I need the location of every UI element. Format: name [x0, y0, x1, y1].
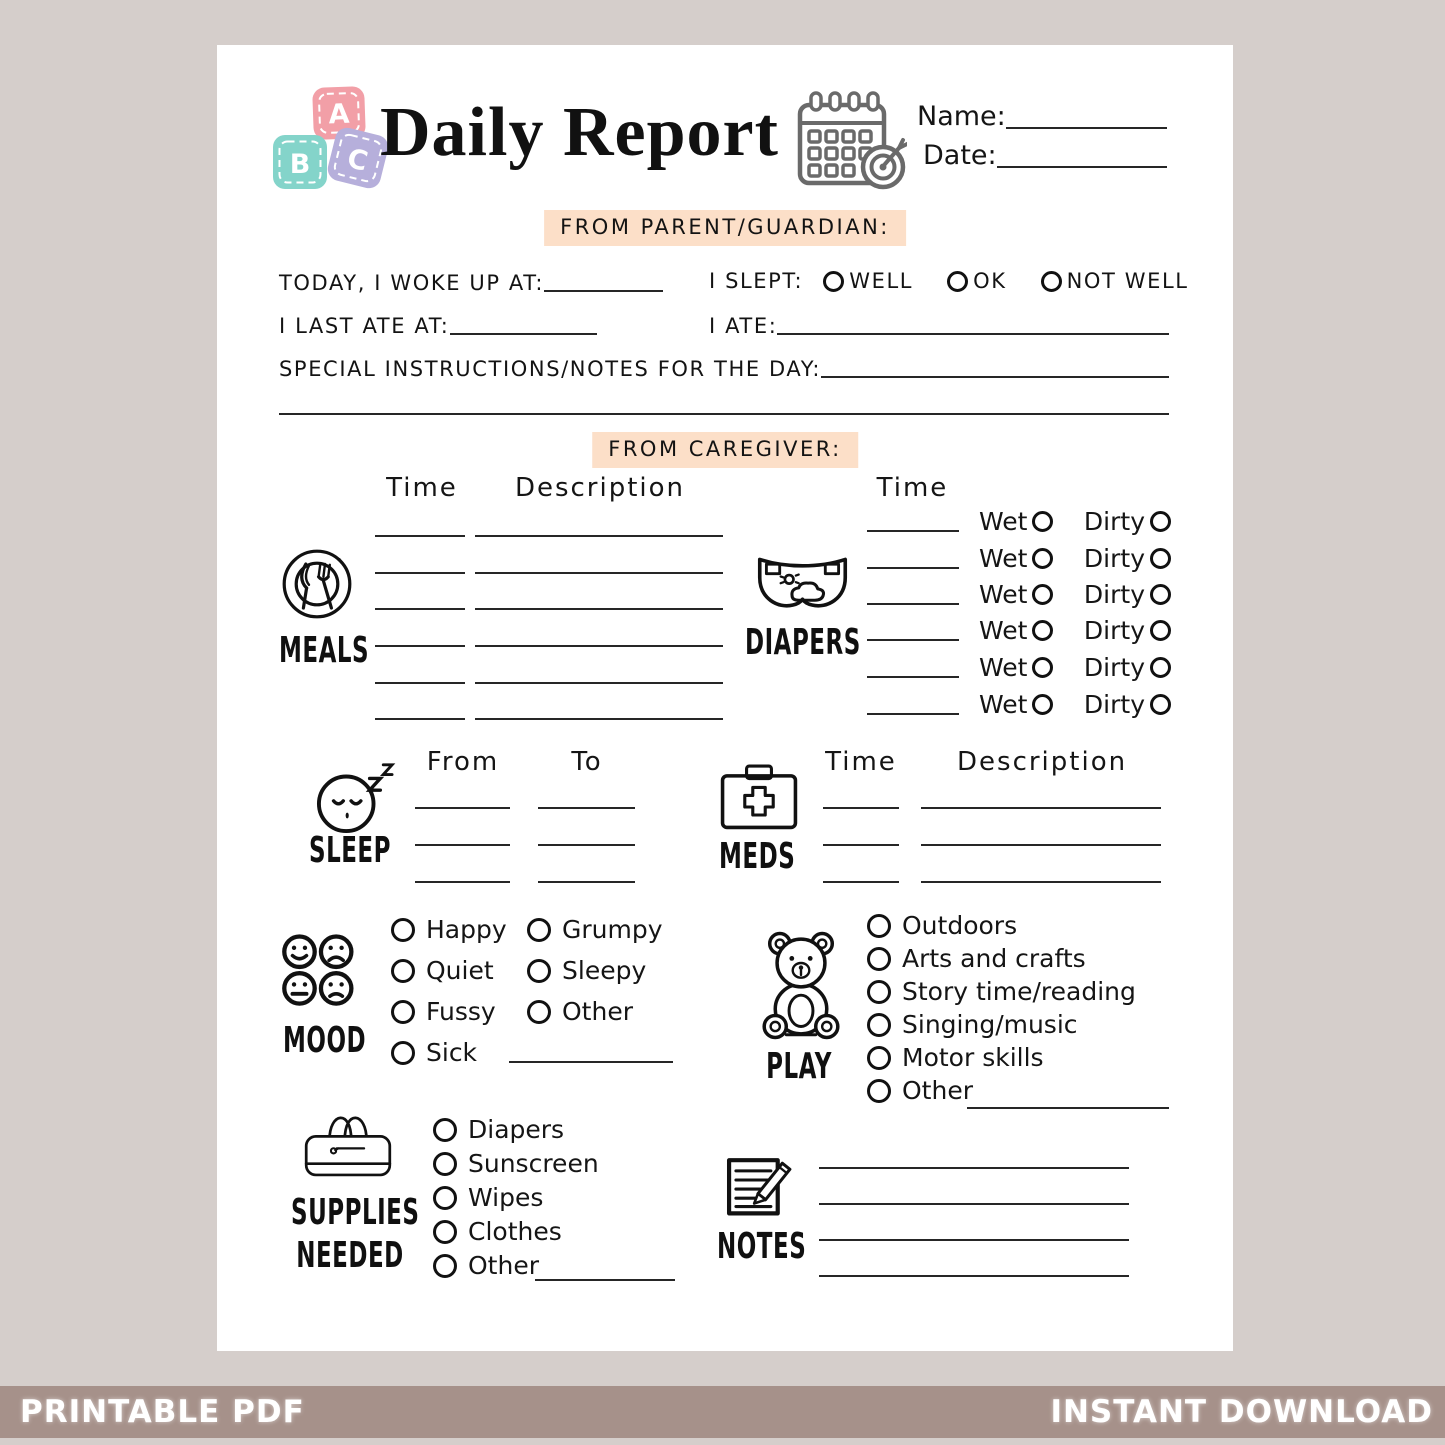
mood-happy-radio[interactable] [391, 918, 415, 942]
supplies-diapers-radio[interactable] [433, 1118, 457, 1142]
mood-quiet-radio[interactable] [391, 959, 415, 983]
mood-other-radio[interactable] [527, 1000, 551, 1024]
meds-description-header: Description [957, 747, 1128, 777]
notes-icon [723, 1143, 799, 1223]
mood-option-fussy: Fussy [391, 997, 507, 1026]
i-ate-row [709, 314, 1169, 338]
notes-line[interactable] [819, 1167, 1129, 1169]
name-label: Name: [917, 101, 1006, 132]
play-option-motor-skills: Motor skills [867, 1043, 1136, 1072]
diapers-time-line[interactable] [867, 567, 959, 569]
meals-time-line[interactable] [375, 608, 465, 610]
supplies-sunscreen-radio[interactable] [433, 1152, 457, 1176]
mood-sick-radio[interactable] [391, 1041, 415, 1065]
diaper-row-status [979, 544, 1171, 572]
supplies-label-line2: NEEDED [296, 1236, 404, 1277]
meals-time-line[interactable] [375, 682, 465, 684]
supplies-option-diapers: Diapers [433, 1115, 599, 1144]
diapers-time-line[interactable] [867, 713, 959, 715]
sleep-to-header: To [571, 747, 603, 777]
footer-left-text: PRINTABLE PDF [20, 1394, 305, 1430]
dirty-radio[interactable] [1150, 694, 1171, 715]
date-label: Date: [923, 140, 997, 171]
wet-radio[interactable] [1032, 584, 1053, 605]
name-input-line[interactable] [1006, 127, 1167, 129]
parent-section-badge: FROM PARENT/GUARDIAN: [544, 210, 906, 246]
meals-description-line[interactable] [475, 535, 723, 537]
last-ate-label: I LAST ATE AT: [279, 314, 450, 338]
meals-time-line[interactable] [375, 645, 465, 647]
supplies-option-clothes: Clothes [433, 1217, 599, 1246]
play-option-outdoors: Outdoors [867, 911, 1136, 940]
dirty-label: Dirty [1083, 543, 1145, 573]
sleep-to-line[interactable] [538, 881, 635, 883]
dirty-label: Dirty [1083, 652, 1145, 682]
diaper-row-status [979, 690, 1171, 718]
svg-text:B: B [289, 149, 311, 180]
play-outdoors-radio[interactable] [867, 914, 891, 938]
play-option-other: Other [867, 1076, 1136, 1105]
play-arts-radio[interactable] [867, 947, 891, 971]
mood-option-sleepy: Sleepy [527, 956, 663, 985]
wet-label: Wet [979, 615, 1028, 645]
dirty-radio[interactable] [1150, 548, 1171, 569]
meals-time-header: Time [386, 473, 458, 503]
sleep-from-line[interactable] [415, 881, 510, 883]
last-ate-line[interactable] [450, 333, 598, 335]
mood-option-grumpy: Grumpy [527, 915, 663, 944]
meds-description-line[interactable] [921, 844, 1161, 846]
special-instructions-line[interactable] [821, 376, 1169, 378]
dirty-label: Dirty [1083, 615, 1145, 645]
meals-time-line[interactable] [375, 572, 465, 574]
supplies-wipes-radio[interactable] [433, 1186, 457, 1210]
meals-time-line[interactable] [375, 535, 465, 537]
wet-label: Wet [979, 689, 1028, 719]
slept-option-well: WELL [849, 269, 914, 293]
notes-line[interactable] [819, 1275, 1129, 1277]
diapers-label: DIAPERS [745, 623, 861, 664]
supplies-options-column [433, 1115, 599, 1280]
play-option-story-time: Story time/reading [867, 977, 1136, 1006]
dirty-label: Dirty [1083, 689, 1145, 719]
supplies-option-other: Other [433, 1251, 599, 1280]
supplies-option-wipes: Wipes [433, 1183, 599, 1212]
wet-radio[interactable] [1032, 694, 1053, 715]
woke-up-row [279, 271, 663, 295]
woke-up-label: TODAY, I WOKE UP AT: [279, 271, 544, 295]
play-label: PLAY [766, 1047, 832, 1088]
special-instructions-line-2[interactable] [279, 413, 1169, 415]
mood-options-column-1 [391, 915, 507, 1067]
name-date-block [917, 101, 1167, 171]
daily-report-page [217, 45, 1233, 1351]
slept-row [709, 269, 1189, 293]
date-input-line[interactable] [997, 166, 1167, 168]
sleep-from-header: From [426, 747, 500, 777]
meds-time-line[interactable] [823, 881, 899, 883]
play-story-radio[interactable] [867, 980, 891, 1004]
diapers-time-line[interactable] [867, 676, 959, 678]
diaper-row-status [979, 580, 1171, 608]
svg-text:C: C [344, 142, 371, 178]
dirty-radio[interactable] [1150, 584, 1171, 605]
dirty-radio[interactable] [1150, 511, 1171, 532]
supplies-bag-icon [303, 1103, 393, 1189]
meds-label: MEDS [719, 837, 796, 878]
wet-radio[interactable] [1032, 620, 1053, 641]
wet-label: Wet [979, 506, 1028, 536]
supplies-option-sunscreen: Sunscreen [433, 1149, 599, 1178]
meals-time-line[interactable] [375, 718, 465, 720]
meals-description-line[interactable] [475, 645, 723, 647]
mood-sleepy-radio[interactable] [527, 959, 551, 983]
diaper-icon [755, 548, 850, 624]
special-instructions-row [279, 357, 1169, 381]
slept-well-radio[interactable] [823, 271, 844, 292]
mood-option-happy: Happy [391, 915, 507, 944]
teddy-bear-icon [755, 927, 847, 1045]
woke-up-line[interactable] [544, 290, 663, 292]
supplies-clothes-radio[interactable] [433, 1220, 457, 1244]
meds-time-header: Time [825, 747, 897, 777]
diapers-time-line[interactable] [867, 639, 959, 641]
meals-plate-icon [277, 539, 357, 629]
supplies-other-radio[interactable] [433, 1254, 457, 1278]
wet-label: Wet [979, 543, 1028, 573]
sleep-to-line[interactable] [538, 844, 635, 846]
notes-line[interactable] [819, 1239, 1129, 1241]
mood-options-column-2 [527, 915, 663, 1026]
slept-option-ok: OK [973, 269, 1007, 293]
dirty-label: Dirty [1083, 506, 1145, 536]
slept-ok-radio[interactable] [947, 271, 968, 292]
mood-option-quiet: Quiet [391, 956, 507, 985]
caregiver-section-badge: FROM CAREGIVER: [592, 432, 858, 468]
diapers-time-line[interactable] [867, 530, 959, 532]
dirty-radio[interactable] [1150, 657, 1171, 678]
i-ate-line[interactable] [777, 333, 1169, 335]
last-ate-row [279, 314, 597, 338]
play-options-column [867, 911, 1136, 1105]
meds-time-line[interactable] [823, 807, 899, 809]
play-option-singing-music: Singing/music [867, 1010, 1136, 1039]
mood-grumpy-radio[interactable] [527, 918, 551, 942]
mood-option-sick: Sick [391, 1038, 507, 1067]
meds-first-aid-icon [719, 763, 799, 835]
meds-description-line[interactable] [921, 881, 1161, 883]
meds-time-line[interactable] [823, 844, 899, 846]
diapers-time-header: Time [876, 473, 949, 503]
wet-radio[interactable] [1032, 511, 1053, 532]
footer-bar [0, 1386, 1445, 1438]
dirty-label: Dirty [1083, 579, 1145, 609]
play-motor-radio[interactable] [867, 1046, 891, 1070]
supplies-other-line[interactable] [535, 1279, 675, 1281]
special-instructions-label: SPECIAL INSTRUCTIONS/NOTES FOR THE DAY: [279, 357, 822, 381]
dirty-radio[interactable] [1150, 620, 1171, 641]
meals-label: MEALS [279, 631, 370, 672]
sleep-to-line[interactable] [538, 807, 635, 809]
meals-description-line[interactable] [475, 718, 723, 720]
meals-description-line[interactable] [475, 608, 723, 610]
diaper-row-status [979, 507, 1171, 535]
mood-label: MOOD [283, 1021, 367, 1062]
play-other-line[interactable] [967, 1107, 1169, 1109]
diaper-row-status [979, 616, 1171, 644]
footer-right-text: INSTANT DOWNLOAD [1050, 1394, 1433, 1430]
sleep-label: SLEEP [309, 831, 392, 872]
play-singing-radio[interactable] [867, 1013, 891, 1037]
notes-label: NOTES [717, 1227, 807, 1268]
svg-text:A: A [328, 98, 351, 131]
slept-not-well-radio[interactable] [1041, 271, 1062, 292]
play-option-arts-and-crafts: Arts and crafts [867, 944, 1136, 973]
calendar-target-icon [795, 89, 907, 193]
mood-option-other: Other [527, 997, 663, 1026]
meals-description-line[interactable] [475, 682, 723, 684]
i-ate-label: I ATE: [709, 314, 778, 338]
meals-description-header: Description [514, 473, 686, 503]
diaper-row-status [979, 653, 1171, 681]
page-title: Daily Report [380, 94, 779, 171]
slept-option-not-well: NOT WELL [1066, 269, 1189, 293]
play-other-radio[interactable] [867, 1079, 891, 1103]
sleep-from-line[interactable] [415, 807, 510, 809]
supplies-label-line1: SUPPLIES [291, 1193, 420, 1234]
meds-description-line[interactable] [921, 807, 1161, 809]
wet-label: Wet [979, 652, 1028, 682]
mood-faces-icon [279, 933, 359, 1011]
mood-other-line[interactable] [509, 1061, 673, 1063]
wet-radio[interactable] [1032, 548, 1053, 569]
wet-label: Wet [979, 579, 1028, 609]
sleep-face-icon [311, 757, 399, 835]
mood-fussy-radio[interactable] [391, 1000, 415, 1024]
meals-description-line[interactable] [475, 572, 723, 574]
slept-label: I SLEPT: [709, 269, 804, 293]
sleep-from-line[interactable] [415, 844, 510, 846]
notes-line[interactable] [819, 1203, 1129, 1205]
wet-radio[interactable] [1032, 657, 1053, 678]
diapers-time-line[interactable] [867, 603, 959, 605]
